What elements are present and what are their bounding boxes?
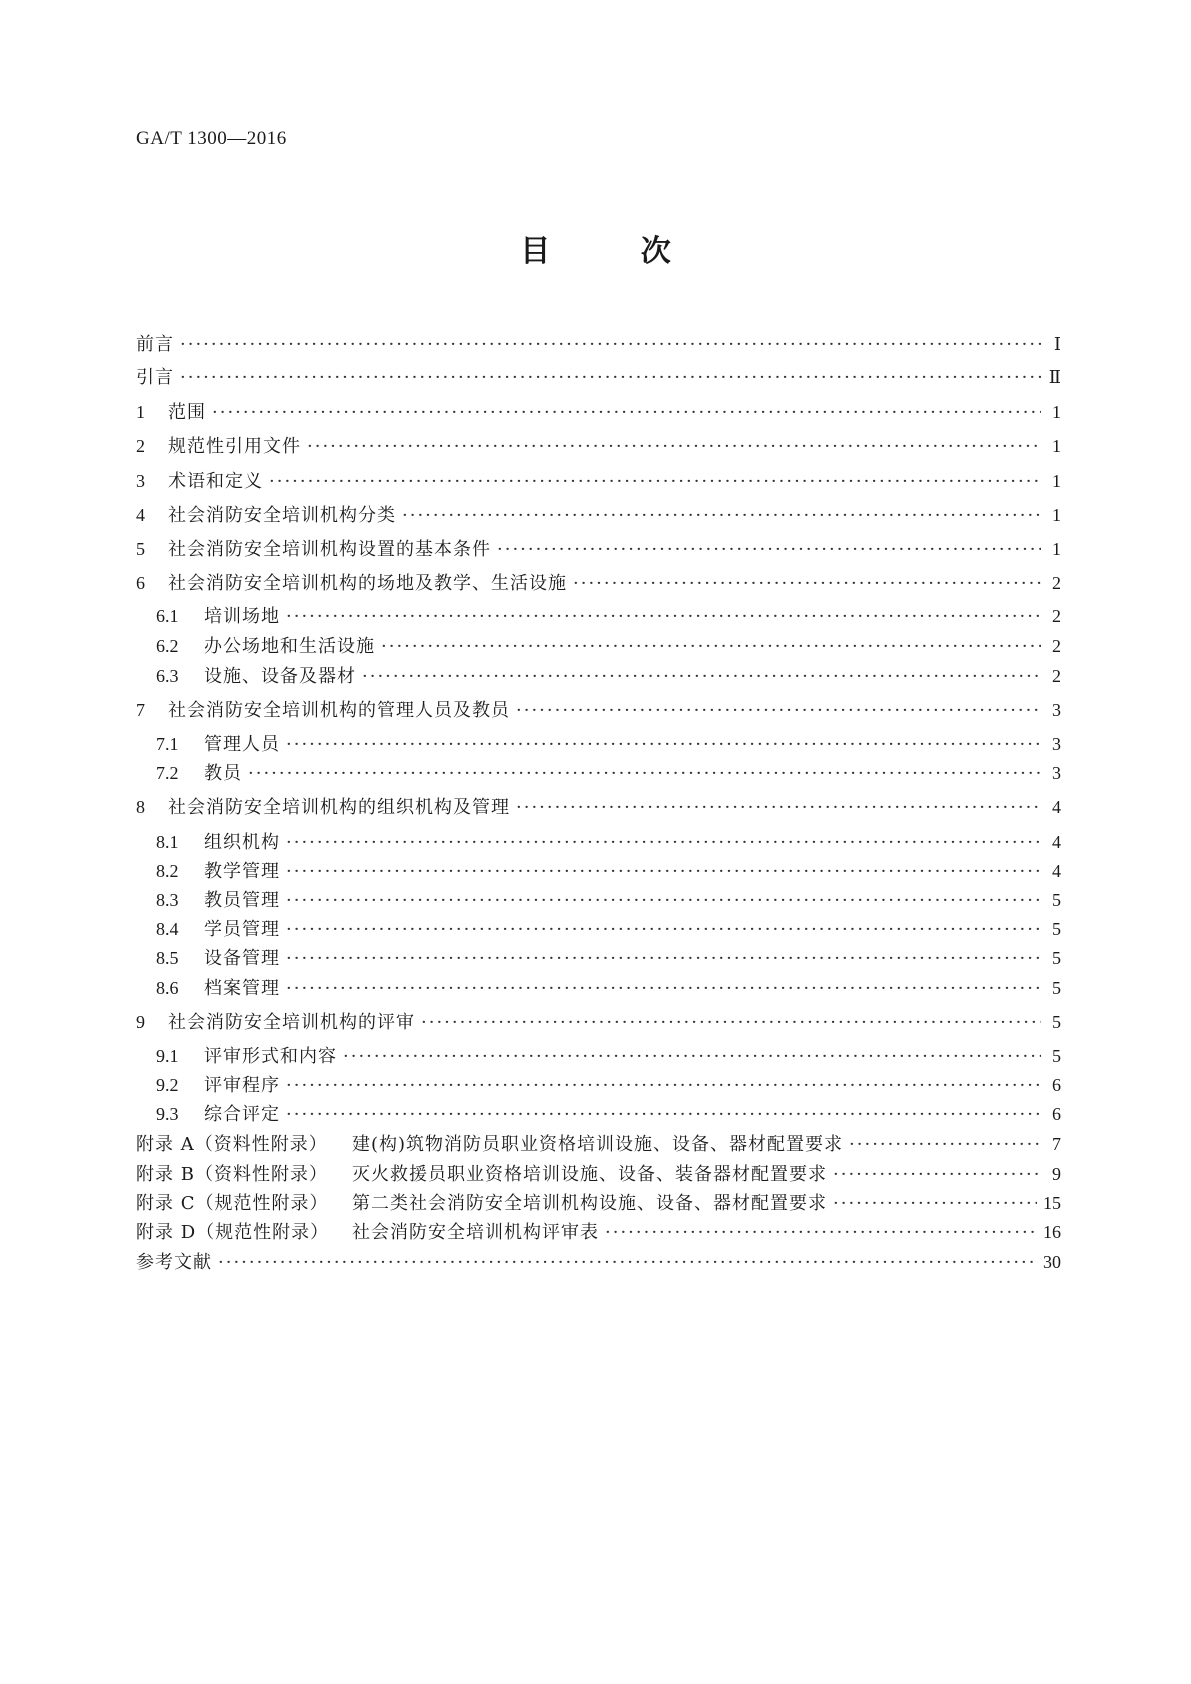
dot-leader (248, 760, 1041, 788)
toc-appendix-label: 附录 C（规范性附录） (136, 1193, 329, 1214)
toc-entry-page: 6 (1052, 1075, 1061, 1095)
toc-entry-page: 3 (1052, 734, 1061, 754)
toc-entry-label: 范围 (168, 402, 206, 423)
toc-entry-number: 2 (136, 436, 145, 456)
toc-entry-page: 2 (1052, 573, 1061, 593)
toc-entry-label: 引言 (136, 367, 174, 388)
toc-entry-page: 2 (1052, 666, 1061, 686)
toc-entry-number: 8.5 (156, 948, 179, 968)
toc-entry-number: 8.4 (156, 919, 179, 939)
toc-entry-page: Ⅰ (1053, 334, 1061, 354)
toc-entry[interactable] (156, 828, 1061, 856)
dot-leader (286, 1101, 1041, 1129)
toc-entry-page: 1 (1052, 436, 1061, 456)
toc-entry[interactable] (136, 330, 1061, 358)
toc-entry-page: 1 (1052, 471, 1061, 491)
toc-entry-page: 5 (1052, 948, 1061, 968)
toc-entry[interactable] (136, 535, 1061, 563)
toc-entry-label: 综合评定 (204, 1104, 280, 1125)
toc-entry[interactable] (156, 1071, 1061, 1099)
toc-entry-label: 评审形式和内容 (204, 1046, 337, 1067)
toc-entry-number: 3 (136, 471, 145, 491)
toc-entry[interactable] (136, 1130, 1061, 1158)
dot-leader (516, 697, 1041, 725)
dot-leader (402, 502, 1041, 530)
toc-entry-page: 4 (1052, 797, 1061, 817)
dot-leader (286, 603, 1041, 631)
toc-entry[interactable] (136, 696, 1061, 724)
toc-entry-label: 参考文献 (136, 1252, 212, 1273)
toc-entry-label: 社会消防安全培训机构的评审 (168, 1012, 415, 1033)
dot-leader (573, 570, 1041, 598)
toc-entry-label: 教学管理 (204, 861, 280, 882)
dot-leader (381, 633, 1041, 661)
toc-entry[interactable] (136, 467, 1061, 495)
toc-entry[interactable] (136, 398, 1061, 426)
toc-entry-page: 1 (1052, 402, 1061, 422)
toc-entry[interactable] (136, 363, 1061, 391)
toc-entry[interactable] (156, 974, 1061, 1002)
toc-entry-label: 教员 (204, 763, 242, 784)
toc-entry[interactable] (156, 1042, 1061, 1070)
standard-code: GA/T 1300—2016 (136, 128, 287, 149)
dot-leader (605, 1219, 1037, 1247)
dot-leader (180, 331, 1041, 359)
toc-entry-label: 建(构)筑物消防员职业资格培训设施、设备、器材配置要求 (352, 1134, 844, 1155)
toc-entry-page: 5 (1052, 978, 1061, 998)
toc-entry-label: 设施、设备及器材 (204, 666, 356, 687)
toc-appendix-label: 附录 B（资料性附录） (136, 1164, 328, 1185)
toc-appendix-label: 附录 A（资料性附录） (136, 1134, 328, 1155)
toc-entry-label: 档案管理 (204, 978, 280, 999)
dot-leader (218, 1249, 1037, 1277)
toc-entry-page: Ⅱ (1048, 367, 1061, 387)
toc-entry-page: 7 (1052, 1134, 1061, 1154)
toc-entry[interactable] (136, 1218, 1061, 1246)
toc-entry[interactable] (136, 1008, 1061, 1036)
toc-entry[interactable] (156, 662, 1061, 690)
toc-entry-page: 16 (1043, 1222, 1061, 1242)
dot-leader (833, 1161, 1041, 1189)
toc-entry-number: 7 (136, 700, 145, 720)
toc-entry-page: 5 (1052, 890, 1061, 910)
toc-entry-number: 6.3 (156, 666, 179, 686)
dot-leader (286, 916, 1041, 944)
toc-entry-label: 培训场地 (204, 606, 280, 627)
toc-entry[interactable] (156, 602, 1061, 630)
toc-entry-page: 15 (1043, 1193, 1061, 1213)
toc-entry-number: 7.1 (156, 734, 179, 754)
dot-leader (343, 1043, 1041, 1071)
toc-entry-page: 3 (1052, 763, 1061, 783)
toc-entry-page: 2 (1052, 636, 1061, 656)
toc-entry-page: 2 (1052, 606, 1061, 626)
toc-entry-label: 评审程序 (204, 1075, 280, 1096)
toc-entry-number: 9.2 (156, 1075, 179, 1095)
dot-leader (362, 663, 1041, 691)
toc-entry[interactable] (156, 730, 1061, 758)
dot-leader (421, 1009, 1041, 1037)
toc-entry-number: 7.2 (156, 763, 179, 783)
toc-entry-number: 8.3 (156, 890, 179, 910)
page-title: 目 次 (520, 234, 711, 269)
toc-entry-page: 3 (1052, 700, 1061, 720)
toc-entry-page: 30 (1043, 1252, 1061, 1272)
dot-leader (212, 399, 1041, 427)
toc-entry-label: 术语和定义 (168, 471, 263, 492)
toc-entry[interactable] (136, 432, 1061, 460)
toc-entry-number: 8.1 (156, 832, 179, 852)
toc-entry[interactable] (156, 944, 1061, 972)
toc-entry[interactable] (156, 857, 1061, 885)
toc-entry-label: 社会消防安全培训机构的管理人员及教员 (168, 700, 510, 721)
toc-entry-label: 社会消防安全培训机构评审表 (352, 1222, 599, 1243)
toc-entry[interactable] (156, 632, 1061, 660)
dot-leader (286, 975, 1041, 1003)
toc-entry-page: 5 (1052, 1012, 1061, 1032)
toc-entry[interactable] (156, 1100, 1061, 1128)
toc-entry-label: 学员管理 (204, 919, 280, 940)
toc-entry-page: 5 (1052, 919, 1061, 939)
toc-entry-number: 6 (136, 573, 145, 593)
toc-entry-label: 第二类社会消防安全培训机构设施、设备、器材配置要求 (352, 1193, 827, 1214)
toc-entry-number: 8.2 (156, 861, 179, 881)
toc-entry-label: 教员管理 (204, 890, 280, 911)
toc-entry[interactable] (156, 886, 1061, 914)
toc-entry-label: 前言 (136, 334, 174, 355)
toc-entry-number: 9.1 (156, 1046, 179, 1066)
toc-entry-number: 1 (136, 402, 145, 422)
toc-entry[interactable] (136, 501, 1061, 529)
toc-entry-number: 5 (136, 539, 145, 559)
toc-entry-label: 设备管理 (204, 948, 280, 969)
dot-leader (307, 433, 1041, 461)
toc-entry-page: 9 (1052, 1164, 1061, 1184)
toc-entry[interactable] (136, 1160, 1061, 1188)
dot-leader (497, 536, 1041, 564)
toc-entry-label: 社会消防安全培训机构的场地及教学、生活设施 (168, 573, 567, 594)
dot-leader (286, 945, 1041, 973)
dot-leader (516, 794, 1041, 822)
dot-leader (269, 468, 1041, 496)
toc-entry-number: 4 (136, 505, 145, 525)
dot-leader (286, 829, 1041, 857)
dot-leader (286, 887, 1041, 915)
dot-leader (849, 1131, 1041, 1159)
toc-entry-number: 6.2 (156, 636, 179, 656)
toc-entry-label: 管理人员 (204, 734, 280, 755)
dot-leader (180, 364, 1041, 392)
toc-entry-number: 9.3 (156, 1104, 179, 1124)
toc-entry[interactable] (136, 1189, 1061, 1217)
dot-leader (286, 1072, 1041, 1100)
toc-entry-label: 规范性引用文件 (168, 436, 301, 457)
toc-entry-label: 灭火救援员职业资格培训设施、设备、装备器材配置要求 (352, 1164, 827, 1185)
toc-entry[interactable] (136, 793, 1061, 821)
toc-entry-label: 社会消防安全培训机构的组织机构及管理 (168, 797, 510, 818)
toc-entry-label: 办公场地和生活设施 (204, 636, 375, 657)
toc-entry-number: 8.6 (156, 978, 179, 998)
toc-entry-page: 1 (1052, 539, 1061, 559)
toc-entry[interactable] (156, 759, 1061, 787)
dot-leader (286, 858, 1041, 886)
toc-entry[interactable] (156, 915, 1061, 943)
toc-appendix-label: 附录 D（规范性附录） (136, 1222, 330, 1243)
toc-entry-page: 4 (1052, 861, 1061, 881)
toc-entry-number: 6.1 (156, 606, 179, 626)
toc-entry-number: 8 (136, 797, 145, 817)
toc-entry-page: 1 (1052, 505, 1061, 525)
toc-entry-page: 6 (1052, 1104, 1061, 1124)
dot-leader (286, 731, 1041, 759)
toc-entry-number: 9 (136, 1012, 145, 1032)
toc-entry[interactable] (136, 569, 1061, 597)
toc-entry[interactable] (136, 1248, 1061, 1276)
dot-leader (833, 1190, 1037, 1218)
toc-entry-page: 4 (1052, 832, 1061, 852)
toc-entry-label: 社会消防安全培训机构设置的基本条件 (168, 539, 491, 560)
toc-entry-label: 组织机构 (204, 832, 280, 853)
toc-entry-page: 5 (1052, 1046, 1061, 1066)
toc-entry-label: 社会消防安全培训机构分类 (168, 505, 396, 526)
